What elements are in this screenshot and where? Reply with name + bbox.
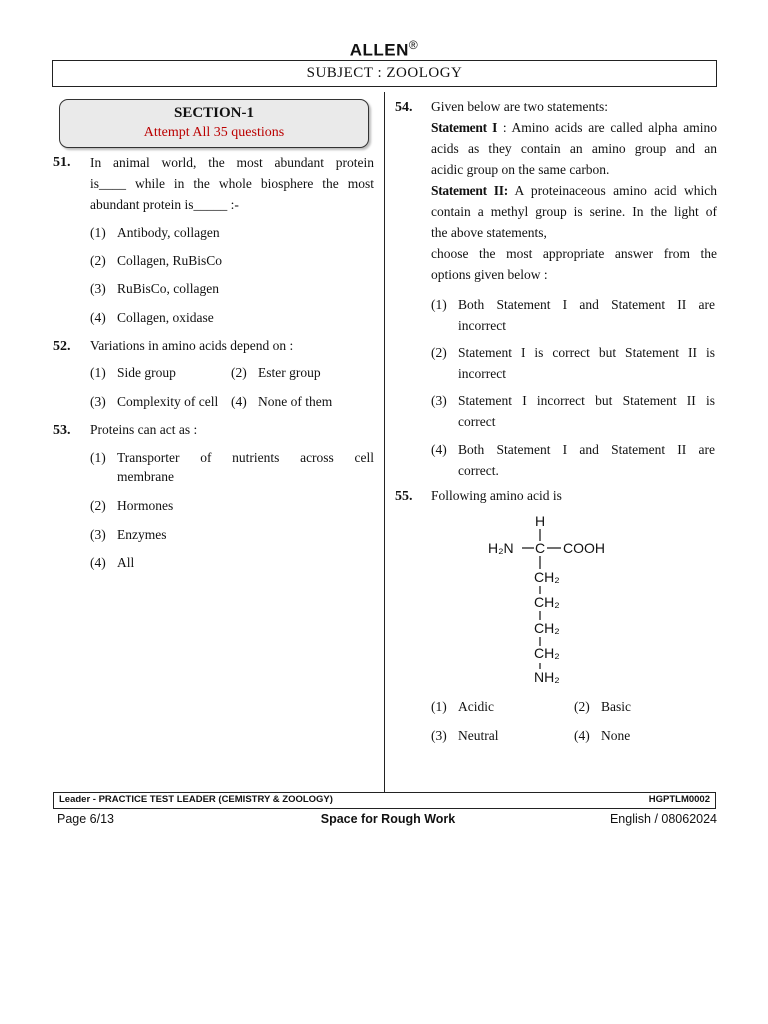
option[interactable]: (4) Collagen, oxidase: [90, 310, 214, 325]
option[interactable]: (3) Enzymes: [90, 527, 167, 542]
allen-logo: ALLEN®: [349, 38, 419, 60]
question-number: 54.: [395, 100, 413, 115]
option[interactable]: (1) Both Statement I and Statement II are incorrect: [431, 297, 715, 333]
column-divider: [384, 92, 385, 792]
amino-acid-structure: [480, 512, 620, 687]
option[interactable]: (1) Acidic: [431, 699, 494, 714]
option[interactable]: (2) Ester group: [231, 365, 321, 380]
atom-label: CH₂: [534, 645, 560, 661]
language-date: English / 08062024: [609, 812, 717, 826]
question-54-text: Given below are two statements: Statement I : Amino acids are called alpha amino acids as they contain an amino group and an acidic group on the same carbon. Statement II: A proteinaceous amino acid which contain a methyl group is serine. In the light of the above statements, choose the most appropriate answer from the options given below :: [431, 99, 717, 282]
option[interactable]: (3) RuBisCo, collagen: [90, 281, 219, 296]
option[interactable]: (3) Complexity of cell: [90, 394, 219, 409]
atom-label: CH₂: [534, 569, 560, 585]
option[interactable]: (2) Basic: [574, 699, 631, 714]
option[interactable]: (1) Transporter of nutrients across cell membrane: [90, 450, 374, 484]
option[interactable]: (4) All: [90, 555, 135, 570]
atom-label: C: [535, 540, 546, 556]
rough-work-label: Space for Rough Work: [320, 812, 456, 826]
question-number: 52.: [53, 339, 71, 354]
question-55-text: Following amino acid is: [431, 488, 562, 503]
atom-label: CH₂: [534, 620, 560, 636]
option[interactable]: (2) Hormones: [90, 498, 174, 513]
option[interactable]: (1) Antibody, collagen: [90, 225, 220, 240]
footer-test-name: Leader - PRACTICE TEST LEADER (CEMISTRY & ZOOLOGY): [59, 794, 333, 805]
option[interactable]: (4) Both Statement I and Statement II are correct.: [431, 442, 715, 478]
atom-label: H: [535, 513, 546, 529]
atom-label: CH₂: [534, 594, 560, 610]
question-number: 51.: [53, 155, 71, 170]
section-box: [59, 99, 369, 148]
option[interactable]: (4) None of them: [231, 394, 333, 409]
footer-bar: [53, 792, 716, 809]
page-number: Page 6/13: [57, 812, 114, 826]
atom-label: COOH: [563, 540, 605, 556]
option[interactable]: (1) Side group: [90, 365, 176, 380]
question-number: 55.: [395, 489, 413, 504]
atom-label: NH₂: [534, 669, 560, 685]
atom-label: H₂N: [488, 540, 514, 556]
option[interactable]: (2) Statement I is correct but Statement II is incorrect: [431, 345, 715, 381]
subject-title: SUBJECT : ZOOLOGY: [52, 60, 717, 87]
question-53-text: Proteins can act as :: [90, 422, 198, 437]
question-number: 53.: [53, 423, 71, 438]
question-52-text: Variations in amino acids depend on :: [90, 338, 294, 353]
option[interactable]: (3) Statement I incorrect but Statement II is correct: [431, 393, 715, 429]
section-instruction: Attempt All 35 questions: [143, 125, 285, 140]
option[interactable]: (2) Collagen, RuBisCo: [90, 253, 223, 268]
footer-code: HGPTLM0002: [648, 794, 710, 805]
option[interactable]: (3) Neutral: [431, 728, 499, 743]
section-title: SECTION-1: [173, 105, 255, 121]
option[interactable]: (4) None: [574, 728, 631, 743]
question-51-text: In animal world, the most abundant protein is____ while in the whole biosphere the most abundant protein is_____ :-: [90, 155, 374, 212]
